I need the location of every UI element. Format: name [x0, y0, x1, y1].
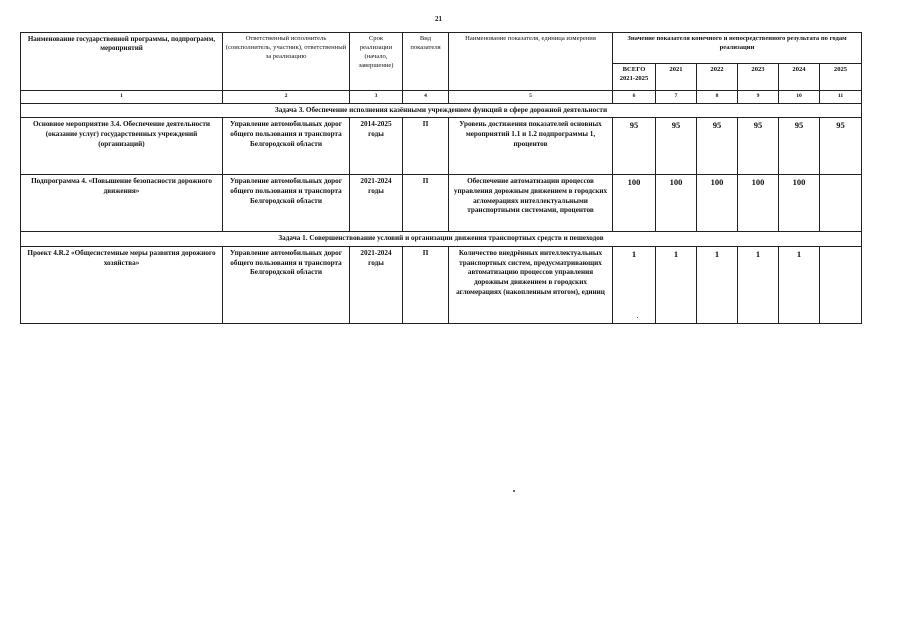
value-2025	[820, 175, 862, 232]
program-name: Основное мероприятие 3.4. Обеспечение деятельности (оказание услуг) государственных учреждений (организаций)	[21, 118, 223, 175]
value-2024: 95	[779, 118, 820, 175]
value-total: 100	[613, 175, 656, 232]
indicator-name: Количество внедрённых интеллектуальных транспортных систем, предусматривающих автоматизацию процессов управления дорожным движением в городских агломерациях (накопленным итогом), единиц	[449, 246, 613, 323]
value-2021: 1	[656, 246, 697, 323]
executor: Управление автомобильных дорог общего пользования и транспорта Белгородской области	[223, 246, 350, 323]
header-year: 2021	[656, 64, 697, 91]
column-number: 5	[449, 91, 613, 104]
value-2024: 100	[779, 175, 820, 232]
indicator-name: Обеспечение автоматизации процессов управления дорожным движением в городских агломерациях интеллектуальными транспортными системами, процентов	[449, 175, 613, 232]
value-2021: 95	[656, 118, 697, 175]
value-2023: 95	[738, 118, 779, 175]
column-number: 8	[697, 91, 738, 104]
header-year: 2022	[697, 64, 738, 91]
value-2021: 100	[656, 175, 697, 232]
header-values-group: Значение показателя конечного и непосредственного результата по годам реализации	[613, 33, 862, 64]
indicator-type: П	[403, 118, 449, 175]
column-number: 10	[779, 91, 820, 104]
executor: Управление автомобильных дорог общего пользования и транспорта Белгородской области	[223, 175, 350, 232]
indicator-name: Уровень достижения показателей основных мероприятий 1.1 и 1.2 подпрограммы 1, процентов	[449, 118, 613, 175]
term: 2021-2024 годы	[350, 246, 403, 323]
header-program-name: Наименование государственной программы, подпрограмм, мероприятий	[21, 33, 223, 91]
column-number: 2	[223, 91, 350, 104]
value-total: 95	[613, 118, 656, 175]
column-number: 6	[613, 91, 656, 104]
term: 2021-2024 годы	[350, 175, 403, 232]
scan-speck	[637, 317, 638, 318]
value-2024: 1	[779, 246, 820, 323]
indicator-type: П	[403, 246, 449, 323]
executor: Управление автомобильных дорог общего пользования и транспорта Белгородской области	[223, 118, 350, 175]
header-indicator-type: Вид показателя	[403, 33, 449, 91]
task-title: Задача 3. Обеспечение исполнения казёнными учреждением функций в сфере дорожной деятельности	[21, 103, 862, 118]
column-number: 4	[403, 91, 449, 104]
header-row	[21, 33, 862, 64]
header-executor: Ответственный исполнитель (соисполнитель, участник), ответственный за реализацию	[223, 33, 350, 91]
value-2022: 95	[697, 118, 738, 175]
value-2022: 1	[697, 246, 738, 323]
task-title: Задача 1. Совершенствование условий и организации движения транспортных средств и пешеходов	[21, 232, 862, 247]
table-row	[21, 175, 862, 232]
scan-speck	[513, 490, 515, 492]
value-2022: 100	[697, 175, 738, 232]
column-number: 7	[656, 91, 697, 104]
column-numbers-row	[21, 91, 862, 104]
header-term: Срок реализации (начало, завершение)	[350, 33, 403, 91]
table-row	[21, 118, 862, 175]
value-total: 1	[613, 246, 656, 323]
indicator-type: П	[403, 175, 449, 232]
value-2025: 95	[820, 118, 862, 175]
program-name: Проект 4.R.2 «Общесистемные меры развития дорожного хозяйства»	[21, 246, 223, 323]
column-number: 3	[350, 91, 403, 104]
indicators-table	[20, 32, 862, 324]
task-row	[21, 232, 862, 247]
column-number: 9	[738, 91, 779, 104]
value-2023: 1	[738, 246, 779, 323]
program-name: Подпрограмма 4. «Повышение безопасности дорожного движения»	[21, 175, 223, 232]
header-year: 2023	[738, 64, 779, 91]
term: 2014-2025 годы	[350, 118, 403, 175]
header-year: 2024	[779, 64, 820, 91]
value-2025	[820, 246, 862, 323]
table-row	[21, 246, 862, 323]
header-year: 2025	[820, 64, 862, 91]
header-indicator-name: Наименование показателя, единица измерения	[449, 33, 613, 91]
column-number: 11	[820, 91, 862, 104]
header-total: ВСЕГО 2021-2025	[613, 64, 656, 91]
value-2023: 100	[738, 175, 779, 232]
column-number: 1	[21, 91, 223, 104]
task-row	[21, 103, 862, 118]
page-number: 21	[435, 15, 442, 23]
